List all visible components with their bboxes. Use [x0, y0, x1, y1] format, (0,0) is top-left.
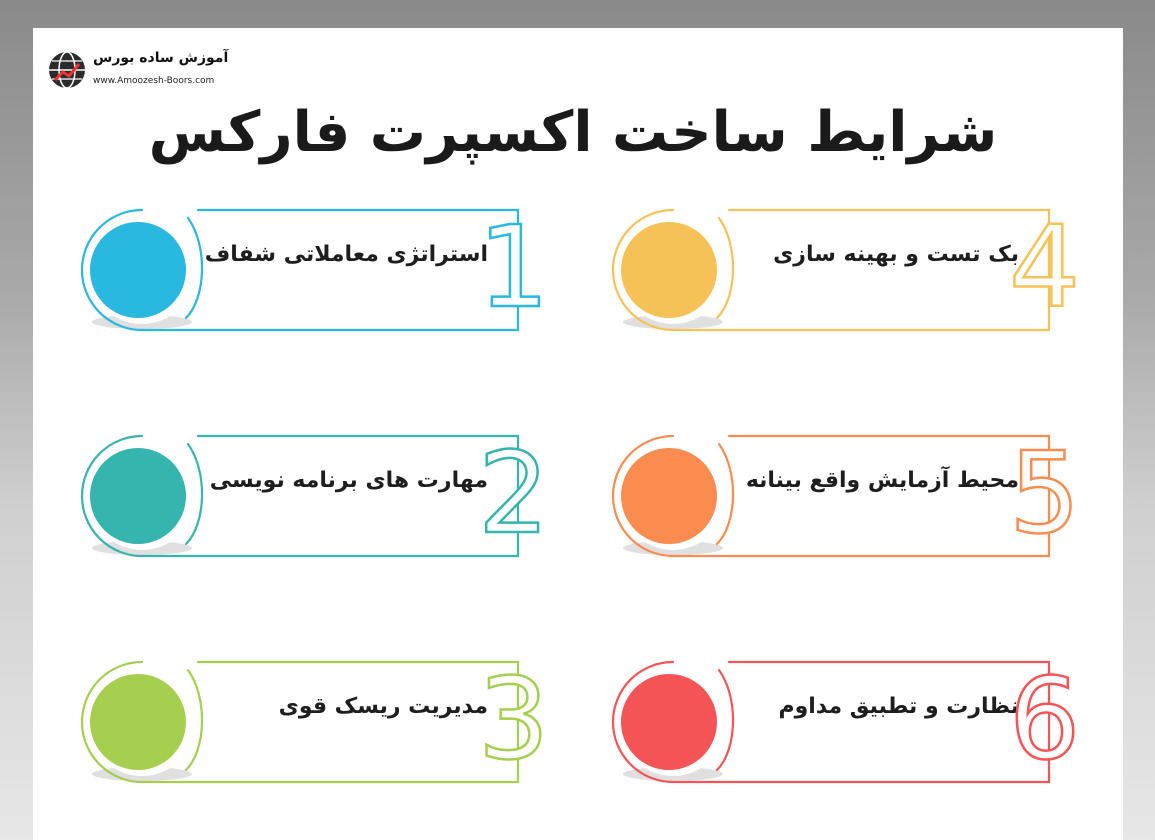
- colored-circle: [621, 222, 717, 318]
- card-6: [609, 655, 1081, 788]
- card-label: مهارت های برنامه نویسی: [209, 468, 488, 493]
- card-frame: [78, 658, 538, 788]
- colored-circle: [621, 448, 717, 544]
- card-2: [78, 429, 550, 562]
- card-number: 6: [1009, 655, 1081, 785]
- infographic-page: [33, 28, 1123, 840]
- card-frame: [609, 658, 1069, 788]
- card-label: بک تست و بهینه سازی: [773, 242, 1019, 267]
- card-number: 2: [478, 429, 550, 559]
- card-frame: [78, 432, 538, 562]
- globe-chart-icon: [47, 50, 87, 90]
- colored-circle: [90, 674, 186, 770]
- card-number: 4: [1009, 203, 1081, 333]
- card-label: استراتژی معاملاتی شفاف: [204, 242, 488, 267]
- card-frame: [609, 206, 1069, 336]
- card-1: [78, 203, 550, 336]
- logo-name: آموزش ساده بورس: [93, 50, 229, 66]
- card-number: 1: [478, 203, 550, 333]
- card-label: محیط آزمایش واقع بینانه: [745, 468, 1019, 493]
- card-4: [609, 203, 1081, 336]
- card-label: مدیریت ریسک قوی: [278, 694, 488, 719]
- card-label: نظارت و تطبیق مداوم: [778, 694, 1019, 719]
- card-3: [78, 655, 550, 788]
- page-title: شرایط ساخت اکسپرت فارکس: [148, 100, 998, 165]
- colored-circle: [621, 674, 717, 770]
- card-5: [609, 429, 1081, 562]
- colored-circle: [90, 222, 186, 318]
- colored-circle: [90, 448, 186, 544]
- card-number: 5: [1009, 429, 1081, 559]
- card-frame: [609, 432, 1069, 562]
- card-frame: [78, 206, 538, 336]
- card-number: 3: [478, 655, 550, 785]
- logo-url: www.Amoozesh-Boors.com: [93, 76, 215, 86]
